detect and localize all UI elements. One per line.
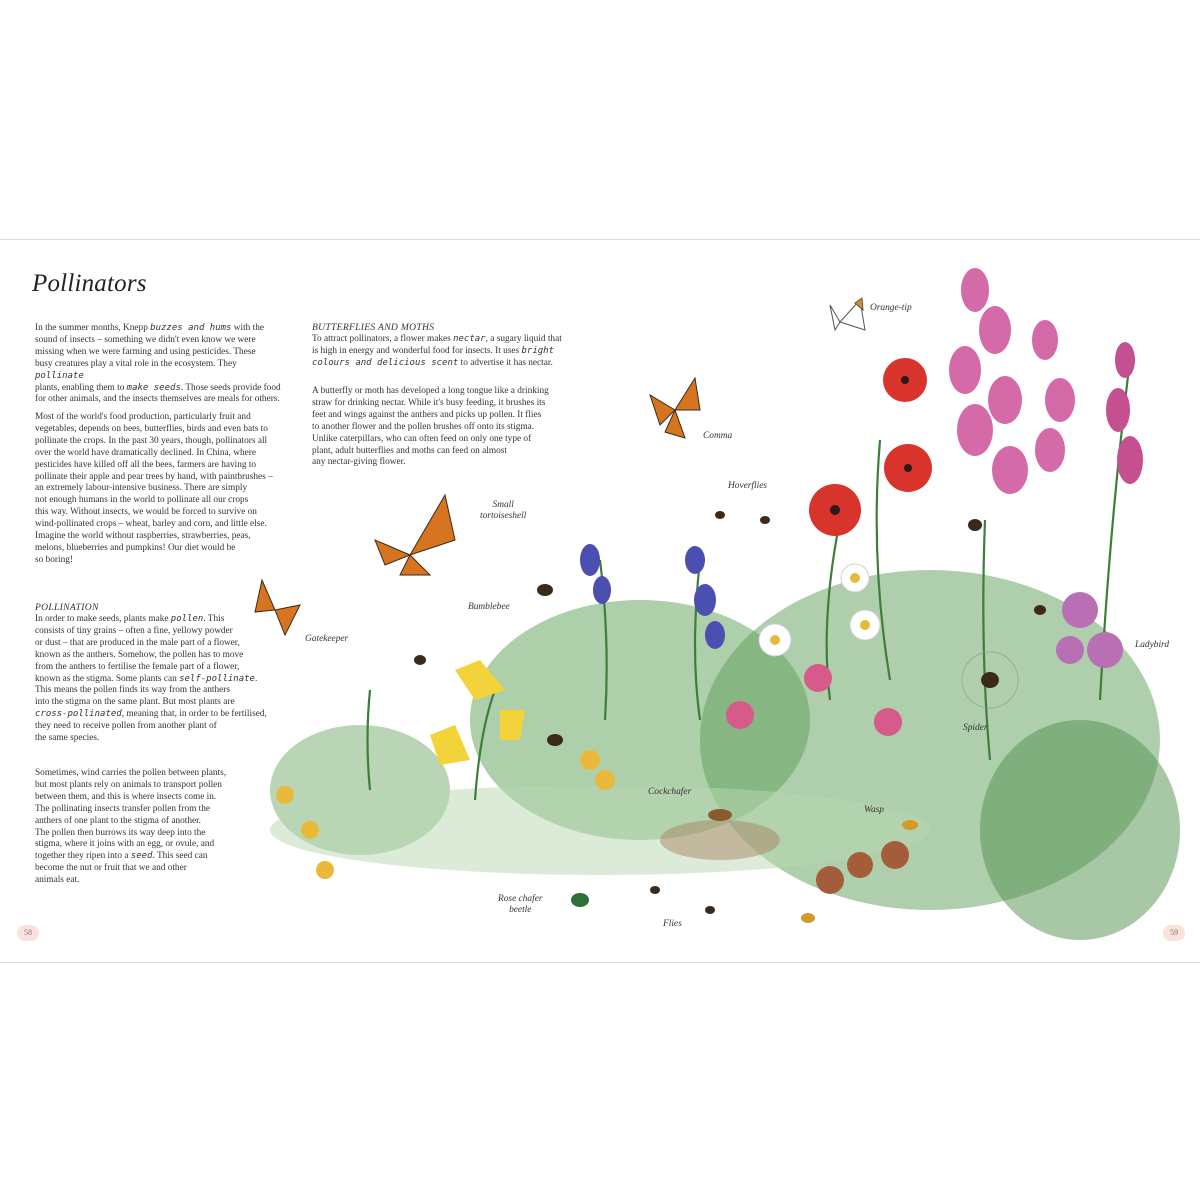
butterflies-heading: BUTTERFLIES AND MOTHS (312, 322, 435, 333)
intro-paragraph-2: Most of the world's food production, particularly fruit and vegetables, depends on bees, butterflies, birds and even bats to pollinate the crops. In the past 30 years, though, pollinators all over the world have dramatically declined. In China, where pesticides have killed off all the bees, farmers are having to pollinate their apple and pear trees by hand, with paintbrushes – an extremely labour-intensive business. There are simply not enough humans in the world to pollinate all our crops this way. Without insects, we would be forced to survive on wind-pollinated crops – wheat, barley and corn, and little else. Imagine the world without raspberries, strawberries, peas, melons, blueberries and pumpkins! Our diet would be so boring! (35, 412, 273, 565)
poppies (809, 358, 932, 536)
butterfly-orange-tip (830, 298, 865, 330)
soil-patch (660, 820, 780, 860)
label-cockchafer: Cockchafer (648, 787, 692, 797)
butterfly-small-tortoiseshell (375, 495, 455, 575)
pollination-paragraph-1: In order to make seeds, plants make pollen. This consists of tiny grains – often a fine, yellowy powder or dust – that are produced in the male part of a flower, known as the anthers. Somehow, the pollen has to move from the anthers to fertilise the female part of a flower, known as the stigma. Some plants can self-pollinate. This means the pollen finds its way from the anthers into the stigma on the same plant. But most plants are cross-pollinated, meaning that, in order to be fertilised, they need to receive pollen from another plant of the same species. (35, 614, 267, 744)
label-wasp: Wasp (864, 805, 884, 815)
label-gatekeeper: Gatekeeper (305, 634, 349, 644)
butterfly-comma (650, 378, 700, 438)
pollination-paragraph-2: Sometimes, wind carries the pollen between plants, but most plants rely on animals to transport pollen between them, and this is where insects come in. The pollinating insects transfer pollen from the anthers of one plant to the stigma of another. The pollen then burrows its way deep into the stigma, where it joins with an egg, or ovule, and together they ripen into a seed. This seed can become the nut or fruit that we and other animals eat. (35, 768, 227, 886)
ground-patch (270, 785, 930, 875)
label-rose-chafer-beetle: Rose chafer beetle (498, 894, 543, 915)
label-spider: Spider (963, 723, 988, 733)
label-flies: Flies (663, 919, 682, 929)
label-hoverflies: Hoverflies (728, 481, 768, 491)
butterflies-paragraph-1: To attract pollinators, a flower makes nectar, a sugary liquid that is high in energy and wonderful food for insects. It uses bright colours and delicious scent to advertise it has nectar. (312, 334, 562, 368)
pollination-heading: POLLINATION (35, 602, 99, 613)
label-orange-tip: Orange-tip (870, 303, 912, 313)
intro-paragraph-1: In the summer months, Knepp buzzes and hums with the sound of insects – something we didn't even know we were missing when we were farming and using pesticides. These busy creatures play a vital role in the ecosystem. They pollinate plants, enabling them to make seeds. Those seeds provide food for other animals, and the insects themselves are meals for others. (35, 323, 281, 405)
label-comma: Comma (703, 431, 733, 441)
page-number-left: 58 (17, 925, 39, 941)
foliage-mound-far (980, 720, 1180, 940)
page-number-right: 59 (1163, 925, 1185, 941)
label-ladybird: Ladybird (1135, 640, 1170, 650)
label-small-tortoiseshell: Small tortoiseshell (480, 500, 527, 521)
page-title: Pollinators (32, 270, 147, 297)
butterflies-paragraph-2: A butterfly or moth has developed a long tongue like a drinking straw for drinking nectar. While it's busy feeding, it brushes its feet and wings against the anthers and picks up pollen. It flies to another flower and the pollen brushes off onto its stigma. Unlike caterpillars, who can often feed on only one type of plant, adult butterflies and moths can feed on almost any nectar-giving flower. (312, 386, 549, 468)
label-bumblebee: Bumblebee (468, 602, 510, 612)
foxgloves (949, 268, 1143, 494)
